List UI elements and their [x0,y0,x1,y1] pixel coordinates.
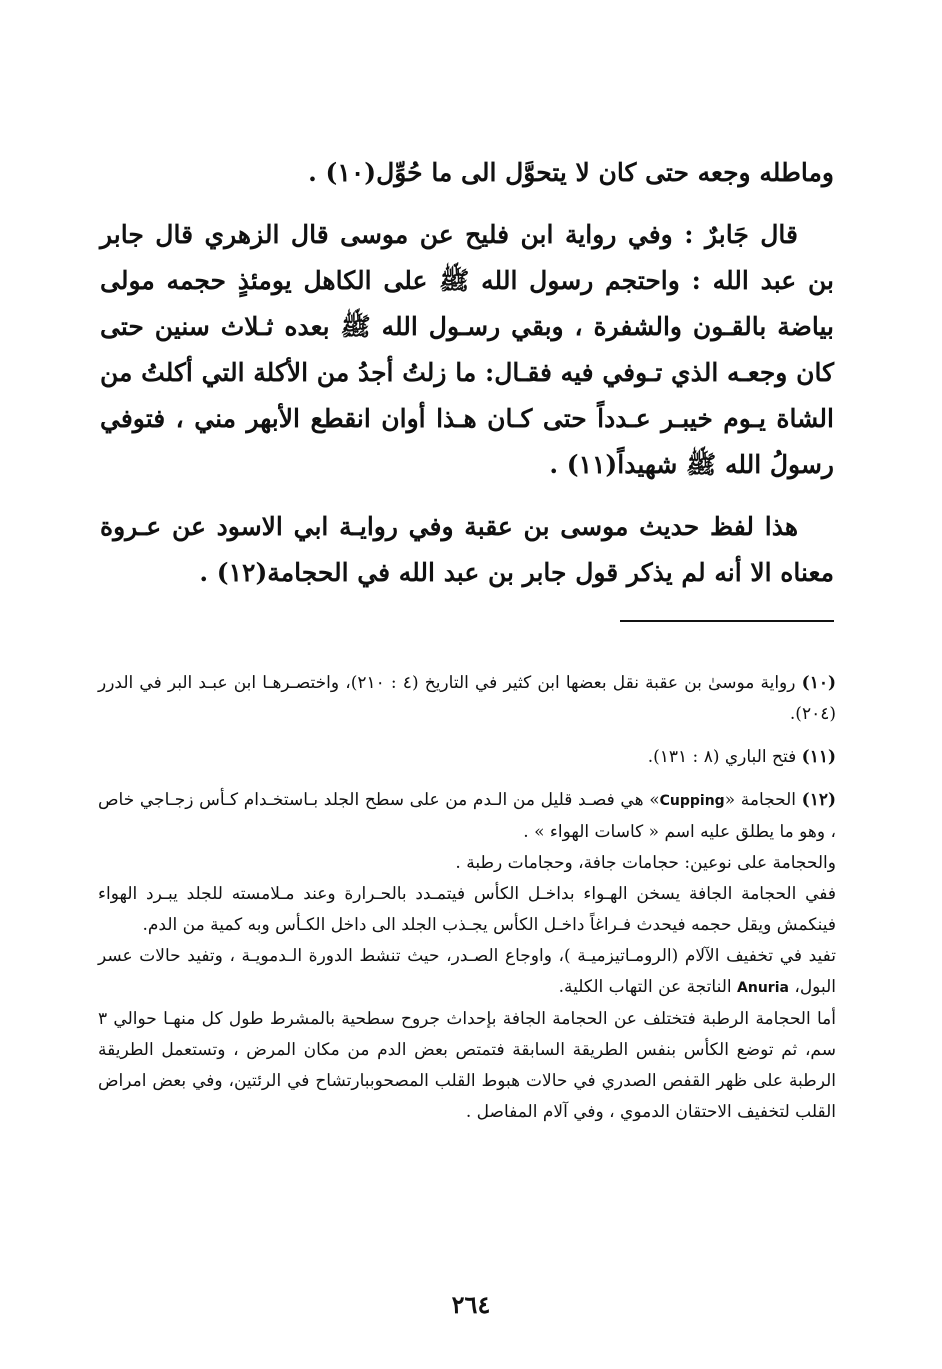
footnote-text: فتح الباري (٨ : ١٣١). [647,747,797,767]
page-number: ٢٦٤ [451,1290,491,1319]
footnote-number: (١٠) [801,673,836,693]
footnote-text: رواية موسىٰ بن عقبة نقل بعضها ابن كثير في التاريخ (٤ : ٢١٠)، واختصـرهـا ابن عبـد البر في الدرر (٢٠٤). [98,673,836,724]
main-paragraph-1: وماطله وجعه حتى كان لا يتحوَّل الى ما حُوِّل(١٠) . [308,158,834,187]
main-text [100,150,834,612]
footnote-number: (١١) [801,747,836,767]
footnote-12-benefits: تفيد في تخفيف الآلام (الرومـاتيزميـة )، واوجاع الصـدر، حيث تنشط الدورة الـدمويـة ، وتفيد حالات عسر البول، Anuria الناتجة عن التهاب الكلية. [98,946,836,997]
footnote-10 [98,668,836,730]
footnote-12-types: والحجامة على نوعين: حجامات جافة، وحجامات رطبة . [455,853,836,873]
footnote-12-dry-cupping: ففي الحجامة الجافة يسخن الهـواء بداخـل الكأس فيتمـدد بالحـرارة وعند مـلامسته للجلد يبـرد الهواء فينكمش ويقل حجمه فيحدث فـراغاً داخـل الكأس يجـذب الجلد الى داخل الكـأس وبه كمية من الدم. [98,884,836,935]
footnote-number: (١٢) [801,790,837,810]
footnote-11 [98,742,836,773]
main-paragraph-2: قال جَابرٌ : وفي رواية ابن فليح عن موسى قال الزهري قال جابر بن عبد الله : واحتجم رسول الله ﷺ على الكاهل يومئذٍ حجمه مولى بياضة بالقـون والشفرة ، وبقي رسـول الله ﷺ بعده ثـلاث سنين حتى كان وجعـه الذي تـوفي فيه فقـال: ما زلتُ أجدُ من الأكلة التي أكلتُ من الشاة يـوم خيبـر عـدداً حتى كـان هـذا أوان انقطع الأبهر مني ، فتوفي رسولُ الله ﷺ شهيداً(١١) . [100,220,834,479]
footnote-12-wet-cupping: أما الحجامة الرطبة فتختلف عن الحجامة الجافة بإحداث جروح سطحية بالمشرط طول كل منهـا حوالي ٣ سم، ثم توضع الكأس بنفس الطريقة السابقة فتمتص بعض الدم من مكان المرض ، وتستعمل الطريقة الرطبة على ظهر القفص الصدري في حالات هبوط القلب المصحوببارتشاح في الرئتين، وفي بعض امراض القلب لتخفيف الاحتقان الدموي ، وفي آلام المفاصل . [98,1009,836,1122]
footnote-12 [98,785,836,1128]
footnotes [98,668,836,1140]
latin-term-anuria: Anuria [737,980,789,996]
latin-term-cupping: Cupping [659,793,725,809]
footnote-separator [620,620,834,622]
footnote-12-definition: (١٢) الحجامة «Cupping» هي فصـد قليل من الـدم من على سطح الجلد بـاستخـدام كـأس زجـاجي خاص ، وهو ما يطلق عليه اسم « كاسات الهواء » . [98,790,837,842]
main-paragraph-3: هذا لفظ حديث موسى بن عقبة وفي روايـة ابي الاسود عن عـروة معناه الا أنه لم يذكر قول جابر بن عبد الله في الحجامة(١٢) . [100,512,834,587]
